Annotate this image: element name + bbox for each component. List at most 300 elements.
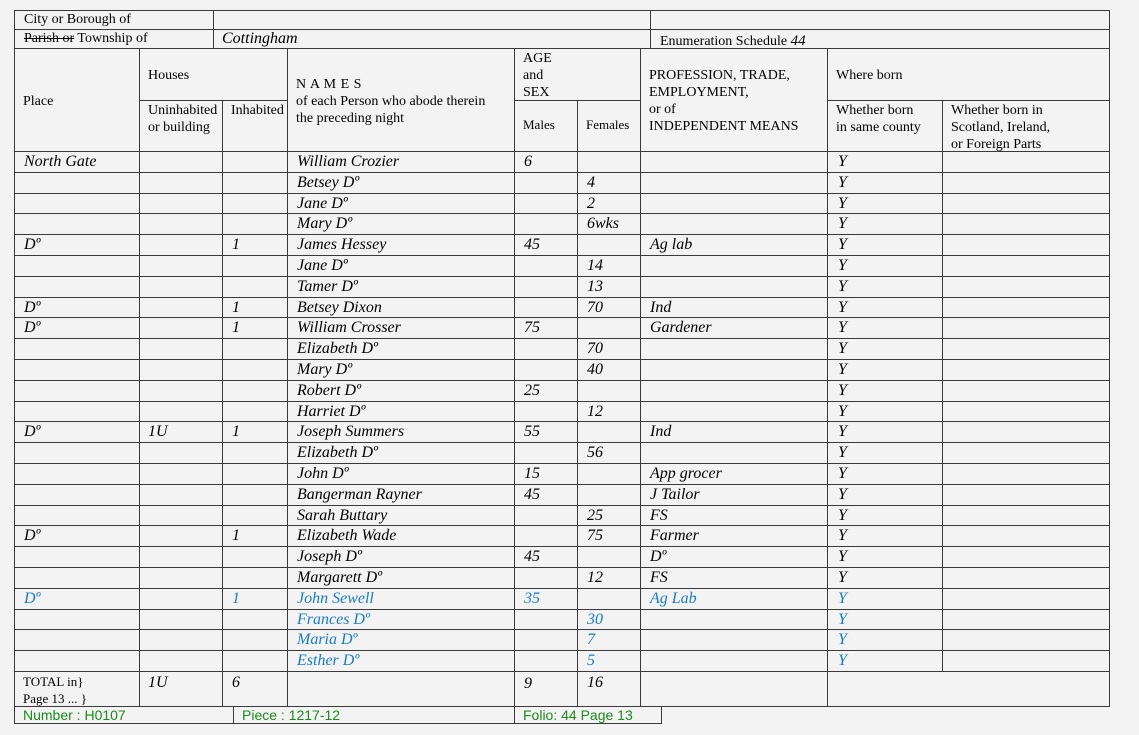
row-5-prof: Ag lab: [650, 236, 693, 253]
row-6-name: Jane Dº: [297, 257, 348, 274]
row-8-place-cell: [14, 297, 140, 318]
row-14-name: Joseph Summers: [297, 423, 405, 440]
row-13-county-cell: [827, 401, 943, 422]
row-20-place-cell: [14, 546, 140, 568]
row-9-female-cell: [577, 317, 641, 339]
row-19-prof: Farmer: [650, 527, 699, 544]
row-13-unin-cell: [139, 401, 223, 422]
row-6-prof-cell: [640, 255, 828, 277]
males-header: [514, 100, 578, 152]
row-18-prof-cell: [640, 505, 828, 526]
row-12-male-cell: [514, 380, 578, 402]
inhabited-header: [222, 100, 288, 152]
row-6-place-cell: [14, 255, 140, 277]
row-16-male: 15: [524, 465, 540, 482]
row-25-inh-cell: [222, 650, 288, 672]
row-11-inh-cell: [222, 359, 288, 381]
females-header: [577, 100, 641, 152]
row-12-female-cell: [577, 380, 641, 402]
row-23-female: 30: [587, 611, 603, 628]
row-1-female-cell: [577, 151, 641, 173]
row-21-county-cell: [827, 567, 943, 589]
row-4-place-cell: [14, 213, 140, 235]
row-14-place-cell: [14, 421, 140, 443]
row-17-male: 45: [524, 486, 540, 503]
row-16-foreign-cell: [942, 463, 1110, 485]
row-12-county-cell: [827, 380, 943, 402]
row-19-name: Elizabeth Wade: [297, 527, 397, 544]
row-20-female-cell: [577, 546, 641, 568]
row-24-place-cell: [14, 629, 140, 651]
row-10-name: Elizabeth Dº: [297, 340, 378, 357]
row-23-male-cell: [514, 609, 578, 630]
row-9-county: Y: [838, 319, 847, 336]
row-9-place: Dº: [24, 319, 41, 336]
row-25-name-cell: [287, 650, 515, 672]
row-17-male-cell: [514, 484, 578, 506]
row-7-county: Y: [838, 278, 847, 295]
row-21-prof-cell: [640, 567, 828, 589]
row-8-place: Dº: [24, 299, 41, 316]
row-14-inh-cell: [222, 421, 288, 443]
row-7-name: Tamer Dº: [297, 278, 358, 295]
row-22-place: Dº: [24, 590, 41, 607]
footer-piece: Piece : 1217-12: [242, 707, 341, 723]
row-8-county: Y: [838, 299, 847, 316]
names-header: [287, 48, 515, 152]
names-header-title: N A M E S: [296, 77, 362, 92]
row-19-female-cell: [577, 525, 641, 547]
row-11-county-cell: [827, 359, 943, 381]
row-12-male: 25: [524, 382, 540, 399]
row-22-county-cell: [827, 588, 943, 610]
row-25-female: 5: [587, 652, 595, 669]
place-header-label: Place: [23, 94, 54, 109]
row-19-inh-cell: [222, 525, 288, 547]
row-17-unin-cell: [139, 484, 223, 506]
schedule-value: 44: [790, 33, 806, 49]
row-1-foreign-cell: [942, 151, 1110, 173]
row-22-male: 35: [524, 590, 540, 607]
row-11-prof-cell: [640, 359, 828, 381]
row-3-place-cell: [14, 193, 140, 214]
row-18-county: Y: [838, 507, 847, 524]
footer-number-cell: [14, 706, 234, 724]
row-13-inh-cell: [222, 401, 288, 422]
row-8-county-cell: [827, 297, 943, 318]
totals-uninhabited: 1U: [148, 674, 168, 691]
row-22-county: Y: [838, 590, 847, 607]
row-17-place-cell: [14, 484, 140, 506]
row-25-name: Esther Dº: [297, 652, 360, 669]
row-5-inh: 1: [232, 236, 240, 253]
where-born-header: [827, 48, 1110, 101]
row-12-foreign-cell: [942, 380, 1110, 402]
row-9-male-cell: [514, 317, 578, 339]
row-2-male-cell: [514, 172, 578, 194]
row-10-unin-cell: [139, 338, 223, 360]
row-14-foreign-cell: [942, 421, 1110, 443]
row-8-name: Betsey Dixon: [297, 299, 382, 316]
row-20-foreign-cell: [942, 546, 1110, 568]
row-2-prof-cell: [640, 172, 828, 194]
row-11-female: 40: [587, 361, 603, 378]
totals-born-cell: [827, 671, 1110, 707]
names-header-sub: of each Person who abode therein the preceding night: [296, 94, 486, 126]
row-3-female: 2: [587, 195, 595, 212]
row-16-name: John Dº: [297, 465, 349, 482]
row-4-foreign-cell: [942, 213, 1110, 235]
row-10-place-cell: [14, 338, 140, 360]
row-15-female-cell: [577, 442, 641, 464]
row-6-male-cell: [514, 255, 578, 277]
row-14-place: Dº: [24, 423, 41, 440]
row-15-place-cell: [14, 442, 140, 464]
row-20-prof: Dº: [650, 548, 667, 565]
row-17-name-cell: [287, 484, 515, 506]
row-15-prof-cell: [640, 442, 828, 464]
row-5-county: Y: [838, 236, 847, 253]
row-13-male-cell: [514, 401, 578, 422]
row-7-male-cell: [514, 276, 578, 298]
row-11-place-cell: [14, 359, 140, 381]
foreign-header: [942, 100, 1110, 152]
totals-males-cell: [514, 671, 578, 707]
row-24-inh-cell: [222, 629, 288, 651]
row-24-male-cell: [514, 629, 578, 651]
row-1-male: 6: [524, 153, 532, 170]
row-17-name: Bangerman Rayner: [297, 486, 422, 503]
footer-folio: Folio: 44 Page 13: [523, 707, 633, 723]
row-24-foreign-cell: [942, 629, 1110, 651]
row-10-female-cell: [577, 338, 641, 360]
males-header-label: Males: [523, 117, 555, 132]
row-19-prof-cell: [640, 525, 828, 547]
row-12-county: Y: [838, 382, 847, 399]
row-16-unin-cell: [139, 463, 223, 485]
row-6-foreign-cell: [942, 255, 1110, 277]
row-17-county-cell: [827, 484, 943, 506]
row-8-female: 70: [587, 299, 603, 316]
row-18-foreign-cell: [942, 505, 1110, 526]
row-3-county: Y: [838, 195, 847, 212]
totals-females: 16: [587, 674, 603, 691]
row-10-inh-cell: [222, 338, 288, 360]
profession-header: [640, 48, 828, 152]
parish-struck-label: Parish or: [24, 31, 75, 46]
where-born-header-label: Where born: [836, 68, 903, 83]
row-7-place-cell: [14, 276, 140, 298]
row-13-female: 12: [587, 403, 603, 420]
row-20-male: 45: [524, 548, 540, 565]
totals-uninhabited-cell: [139, 671, 223, 707]
row-10-male-cell: [514, 338, 578, 360]
row-14-county-cell: [827, 421, 943, 443]
row-7-prof-cell: [640, 276, 828, 298]
row-3-male-cell: [514, 193, 578, 214]
row-1-place-cell: [14, 151, 140, 173]
row-7-name-cell: [287, 276, 515, 298]
row-1-prof-cell: [640, 151, 828, 173]
row-9-inh-cell: [222, 317, 288, 339]
row-16-inh-cell: [222, 463, 288, 485]
row-15-unin-cell: [139, 442, 223, 464]
row-2-county-cell: [827, 172, 943, 194]
row-4-unin-cell: [139, 213, 223, 235]
row-11-unin-cell: [139, 359, 223, 381]
row-23-prof-cell: [640, 609, 828, 630]
totals-inhabited: 6: [232, 674, 240, 691]
row-4-name-cell: [287, 213, 515, 235]
row-25-prof-cell: [640, 650, 828, 672]
footer-piece-cell: [233, 706, 515, 724]
row-4-female-cell: [577, 213, 641, 235]
row-23-county: Y: [838, 611, 847, 628]
row-4-female: 6wks: [587, 215, 619, 232]
row-12-place-cell: [14, 380, 140, 402]
header-blank-cell: [650, 10, 1110, 30]
totals-males: 9: [524, 675, 532, 692]
row-19-unin-cell: [139, 525, 223, 547]
row-19-county-cell: [827, 525, 943, 547]
row-4-county: Y: [838, 215, 847, 232]
row-1-male-cell: [514, 151, 578, 173]
row-3-unin-cell: [139, 193, 223, 214]
row-9-prof: Gardener: [650, 319, 712, 336]
row-25-unin-cell: [139, 650, 223, 672]
row-18-unin-cell: [139, 505, 223, 526]
row-23-foreign-cell: [942, 609, 1110, 630]
row-18-female-cell: [577, 505, 641, 526]
row-14-female-cell: [577, 421, 641, 443]
row-15-county-cell: [827, 442, 943, 464]
same-county-header-label: Whether born in same county: [836, 103, 921, 135]
row-15-female: 56: [587, 444, 603, 461]
row-15-name: Elizabeth Dº: [297, 444, 378, 461]
row-4-name: Mary Dº: [297, 215, 353, 232]
row-18-name: Sarah Buttary: [297, 507, 388, 524]
row-2-female: 4: [587, 174, 595, 191]
row-7-inh-cell: [222, 276, 288, 298]
row-19-female: 75: [587, 527, 603, 544]
age-sex-header-label: AGE and SEX: [523, 51, 552, 100]
row-1-name: William Crozier: [297, 153, 400, 170]
row-6-name-cell: [287, 255, 515, 277]
row-22-prof: Ag Lab: [650, 590, 697, 607]
row-11-male-cell: [514, 359, 578, 381]
row-6-county-cell: [827, 255, 943, 277]
totals-names-cell: [287, 671, 515, 707]
row-16-county-cell: [827, 463, 943, 485]
row-13-foreign-cell: [942, 401, 1110, 422]
row-19-place-cell: [14, 525, 140, 547]
row-23-place-cell: [14, 609, 140, 630]
township-label-cell: [14, 29, 214, 49]
row-16-place-cell: [14, 463, 140, 485]
row-1-inh-cell: [222, 151, 288, 173]
row-14-county: Y: [838, 423, 847, 440]
row-1-county: Y: [838, 153, 847, 170]
row-9-male: 75: [524, 319, 540, 336]
row-17-foreign-cell: [942, 484, 1110, 506]
row-7-foreign-cell: [942, 276, 1110, 298]
row-10-foreign-cell: [942, 338, 1110, 360]
row-20-name: Joseph Dº: [297, 548, 362, 565]
row-22-female-cell: [577, 588, 641, 610]
row-8-male-cell: [514, 297, 578, 318]
row-22-foreign-cell: [942, 588, 1110, 610]
row-15-name-cell: [287, 442, 515, 464]
row-9-name-cell: [287, 317, 515, 339]
row-20-male-cell: [514, 546, 578, 568]
row-12-prof-cell: [640, 380, 828, 402]
row-2-county: Y: [838, 174, 847, 191]
city-label-cell: [14, 10, 214, 30]
row-14-unin-cell: [139, 421, 223, 443]
row-16-female-cell: [577, 463, 641, 485]
row-11-name-cell: [287, 359, 515, 381]
row-3-county-cell: [827, 193, 943, 214]
row-13-name-cell: [287, 401, 515, 422]
row-25-female-cell: [577, 650, 641, 672]
row-8-name-cell: [287, 297, 515, 318]
uninhabited-header-label: Uninhabited or building: [148, 103, 218, 135]
row-6-female-cell: [577, 255, 641, 277]
row-22-name-cell: [287, 588, 515, 610]
row-20-unin-cell: [139, 546, 223, 568]
row-23-county-cell: [827, 609, 943, 630]
row-8-prof: Ind: [650, 299, 672, 316]
row-6-county: Y: [838, 257, 847, 274]
row-2-name-cell: [287, 172, 515, 194]
row-13-county: Y: [838, 403, 847, 420]
row-4-inh-cell: [222, 213, 288, 235]
row-7-unin-cell: [139, 276, 223, 298]
row-3-inh-cell: [222, 193, 288, 214]
row-21-prof: FS: [650, 569, 668, 586]
row-23-name: Frances Dº: [297, 611, 370, 628]
totals-females-cell: [577, 671, 641, 707]
row-21-place-cell: [14, 567, 140, 589]
row-23-name-cell: [287, 609, 515, 630]
row-19-inh: 1: [232, 527, 240, 544]
row-14-name-cell: [287, 421, 515, 443]
foreign-header-label: Whether born in Scotland, Ireland, or Foreign Parts: [951, 103, 1051, 152]
inhabited-header-label: Inhabited: [231, 103, 284, 118]
row-6-female: 14: [587, 257, 603, 274]
row-14-inh: 1: [232, 423, 240, 440]
row-3-prof-cell: [640, 193, 828, 214]
row-5-inh-cell: [222, 234, 288, 256]
row-17-county: Y: [838, 486, 847, 503]
row-5-female-cell: [577, 234, 641, 256]
row-16-prof-cell: [640, 463, 828, 485]
row-18-prof: FS: [650, 507, 668, 524]
row-18-name-cell: [287, 505, 515, 526]
row-22-name: John Sewell: [297, 590, 374, 607]
row-6-inh-cell: [222, 255, 288, 277]
row-1-name-cell: [287, 151, 515, 173]
row-24-female: 7: [587, 631, 595, 648]
row-5-unin-cell: [139, 234, 223, 256]
schedule-cell: [650, 29, 1110, 49]
row-5-foreign-cell: [942, 234, 1110, 256]
row-22-unin-cell: [139, 588, 223, 610]
row-23-inh-cell: [222, 609, 288, 630]
row-7-female-cell: [577, 276, 641, 298]
row-22-inh-cell: [222, 588, 288, 610]
township-label: Township of: [74, 31, 148, 46]
row-12-name: Robert Dº: [297, 382, 362, 399]
row-7-county-cell: [827, 276, 943, 298]
row-21-foreign-cell: [942, 567, 1110, 589]
row-3-female-cell: [577, 193, 641, 214]
row-21-unin-cell: [139, 567, 223, 589]
township-value-cell: [213, 29, 651, 49]
row-8-female-cell: [577, 297, 641, 318]
profession-header-label: PROFESSION, TRADE, EMPLOYMENT, or of INDEPENDENT MEANS: [649, 68, 799, 134]
row-19-place: Dº: [24, 527, 41, 544]
row-17-prof-cell: [640, 484, 828, 506]
row-17-prof: J Tailor: [650, 486, 700, 503]
row-3-name: Jane Dº: [297, 195, 348, 212]
row-20-county: Y: [838, 548, 847, 565]
row-1-place: North Gate: [24, 153, 97, 170]
row-24-county-cell: [827, 629, 943, 651]
row-22-male-cell: [514, 588, 578, 610]
row-14-male-cell: [514, 421, 578, 443]
row-10-name-cell: [287, 338, 515, 360]
row-8-inh: 1: [232, 299, 240, 316]
row-20-name-cell: [287, 546, 515, 568]
row-15-county: Y: [838, 444, 847, 461]
row-10-female: 70: [587, 340, 603, 357]
row-25-foreign-cell: [942, 650, 1110, 672]
row-21-county: Y: [838, 569, 847, 586]
township-value: Cottingham: [222, 30, 298, 47]
row-24-name-cell: [287, 629, 515, 651]
row-21-name: Margarett Dº: [297, 569, 383, 586]
uninhabited-header: [139, 100, 223, 152]
row-21-name-cell: [287, 567, 515, 589]
row-14-unin: 1U: [148, 423, 168, 440]
row-21-male-cell: [514, 567, 578, 589]
row-13-name: Harriet Dº: [297, 403, 366, 420]
row-9-inh: 1: [232, 319, 240, 336]
row-14-male: 55: [524, 423, 540, 440]
row-24-female-cell: [577, 629, 641, 651]
row-14-prof-cell: [640, 421, 828, 443]
row-12-inh-cell: [222, 380, 288, 402]
row-12-name-cell: [287, 380, 515, 402]
row-17-inh-cell: [222, 484, 288, 506]
row-9-county-cell: [827, 317, 943, 339]
row-4-county-cell: [827, 213, 943, 235]
row-7-female: 13: [587, 278, 603, 295]
row-9-prof-cell: [640, 317, 828, 339]
row-9-name: William Crosser: [297, 319, 401, 336]
row-5-name-cell: [287, 234, 515, 256]
city-label: City or Borough of: [24, 12, 131, 27]
row-16-name-cell: [287, 463, 515, 485]
row-8-foreign-cell: [942, 297, 1110, 318]
row-8-inh-cell: [222, 297, 288, 318]
city-value-cell: [213, 10, 651, 30]
row-17-female-cell: [577, 484, 641, 506]
row-25-place-cell: [14, 650, 140, 672]
row-2-place-cell: [14, 172, 140, 194]
row-5-name: James Hessey: [297, 236, 387, 253]
